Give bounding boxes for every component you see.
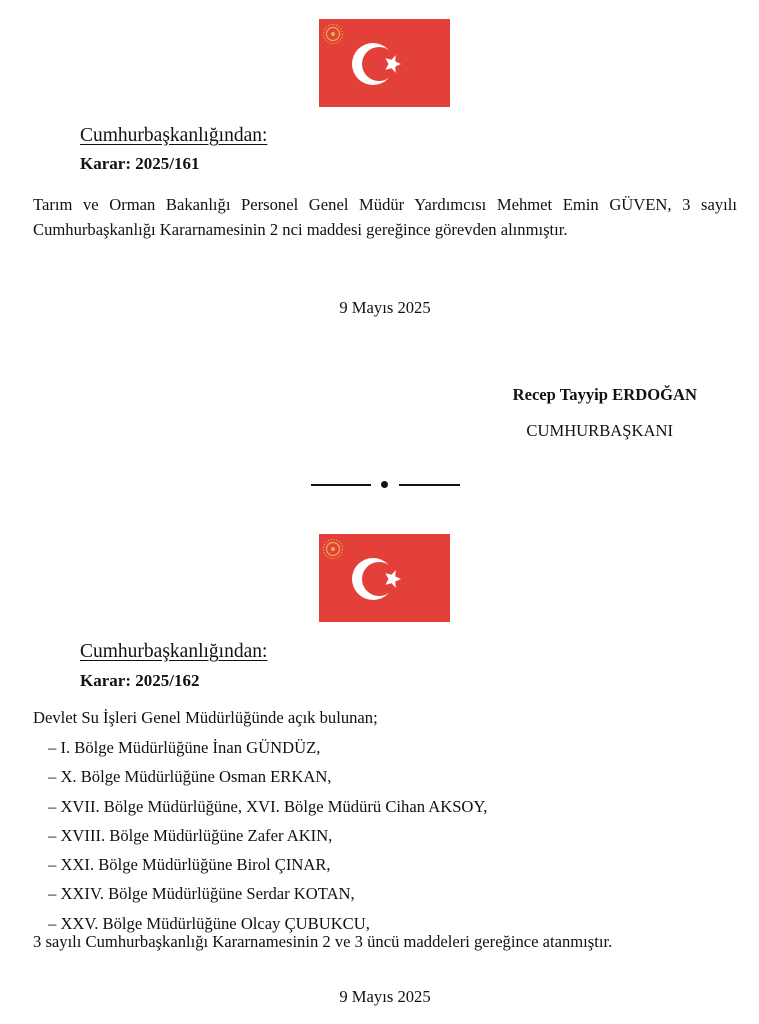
flag-crescent-star-icon: [319, 19, 450, 107]
list-item: – XVII. Bölge Müdürlüğüne, XVI. Bölge Müdürü Cihan AKSOY,: [48, 796, 488, 816]
section-separator: [311, 475, 461, 491]
decision-2-closing: 3 sayılı Cumhurbaşkanlığı Kararnamesinin 2 ve 3 üncü maddeleri gereğince atanmıştır.: [33, 932, 613, 951]
signer-title: CUMHURBAŞKANI: [526, 421, 673, 440]
decision-2-intro: Devlet Su İşleri Genel Müdürlüğünde açık bulunan;: [33, 708, 378, 727]
decision-1-date: 9 Mayıs 2025: [339, 298, 431, 317]
signer-name: Recep Tayyip ERDOĞAN: [512, 385, 697, 404]
list-item: – I. Bölge Müdürlüğüne İnan GÜNDÜZ,: [48, 738, 321, 757]
list-item: – X. Bölge Müdürlüğüne Osman ERKAN,: [48, 767, 332, 787]
presidential-flag-2: [319, 534, 450, 622]
appointment-list: [48, 733, 487, 938]
list-item: – XXI. Bölge Müdürlüğüne Birol ÇINAR,: [48, 855, 331, 875]
list-item: – XVIII. Bölge Müdürlüğüne Zafer AKIN,: [48, 825, 333, 845]
decision-1-number: Karar: 2025/161: [80, 154, 200, 173]
decision-1-body: Tarım ve Orman Bakanlığı Personel Genel Müdür Yardımcısı Mehmet Emin GÜVEN, 3 sayılı Cumhurbaşkanlığı Kararnamesinin 2 nci maddesi gereğince görevden alınmıştır.: [33, 195, 737, 239]
list-item: – XXV. Bölge Müdürlüğüne Olcay ÇUBUKCU,: [48, 913, 370, 933]
flag-crescent-star-icon: [319, 534, 450, 622]
decision-2-date: 9 Mayıs 2025: [339, 987, 431, 1006]
decision-2-number: Karar: 2025/162: [80, 671, 200, 690]
decision-2-heading: Cumhurbaşkanlığından:: [80, 641, 268, 662]
decision-1-heading: Cumhurbaşkanlığından:: [80, 125, 268, 146]
list-item: – XXIV. Bölge Müdürlüğüne Serdar KOTAN,: [48, 884, 355, 904]
presidential-flag-1: [319, 19, 450, 107]
separator-dot-icon: [381, 481, 388, 488]
